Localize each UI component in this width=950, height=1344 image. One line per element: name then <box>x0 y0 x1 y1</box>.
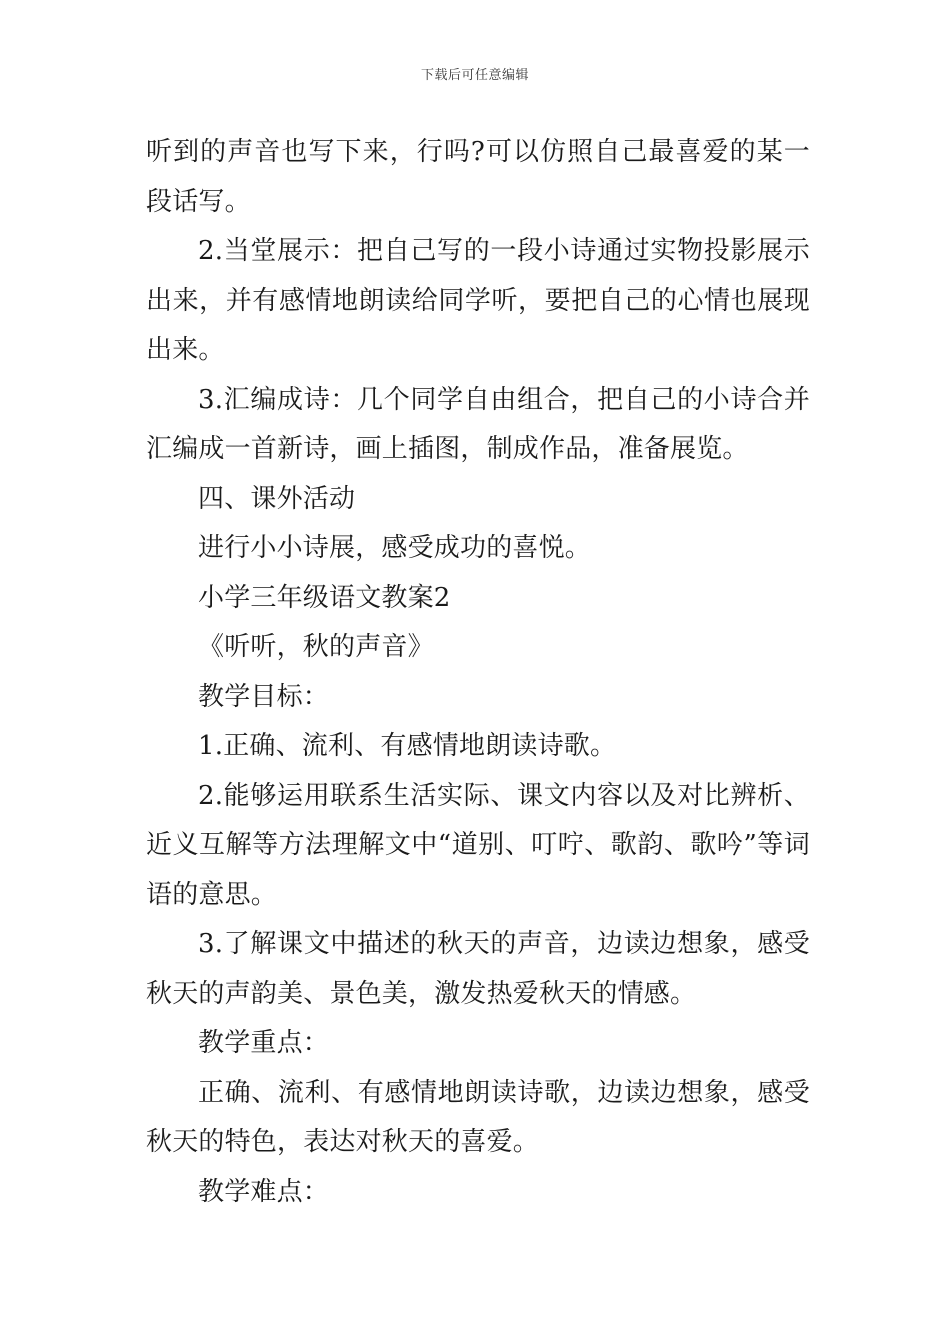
paragraph-continuation: 听到的声音也写下来，行吗?可以仿照自己最喜爱的某一段话写。 <box>146 137 810 217</box>
document-body <box>146 128 810 1217</box>
goal-item-2: 2.能够运用联系生活实际、课文内容以及对比辨析、近义互解等方法理解文中“道别、叮咛、歌韵、歌吟”等词语的意思。 <box>146 780 810 910</box>
section-heading-difficulties: 教学难点： <box>198 1176 330 1207</box>
paragraph-activity: 进行小小诗展，感受成功的喜悦。 <box>198 533 592 563</box>
page-header-note: 下载后可任意编辑 <box>420 68 529 83</box>
paragraph-key-points: 正确、流利、有感情地朗读诗歌，边读边想象，感受秋天的特色，表达对秋天的喜爱。 <box>146 1077 810 1157</box>
goal-item-1: 1.正确、流利、有感情地朗读诗歌。 <box>198 731 617 761</box>
paragraph-step-3: 3.汇编成诗：几个同学自由组合，把自己的小诗合并汇编成一首新诗，画上插图，制成作品，准备展览。 <box>146 384 810 464</box>
section-heading-activities: 四、课外活动 <box>198 483 356 514</box>
paragraph-step-2: 2.当堂展示：把自己写的一段小诗通过实物投影展示出来，并有感情地朗读给同学听，要把自己的心情也展现出来。 <box>146 236 810 365</box>
lesson-title: 小学三年级语文教案2 <box>198 582 451 613</box>
section-heading-goals: 教学目标： <box>198 681 330 712</box>
goal-item-3: 3.了解课文中描述的秋天的声音，边读边想象，感受秋天的声韵美、景色美，激发热爱秋天的情感。 <box>146 929 810 1009</box>
section-heading-key-points: 教学重点： <box>198 1028 330 1058</box>
lesson-text-title: 《听听，秋的声音》 <box>198 632 434 662</box>
